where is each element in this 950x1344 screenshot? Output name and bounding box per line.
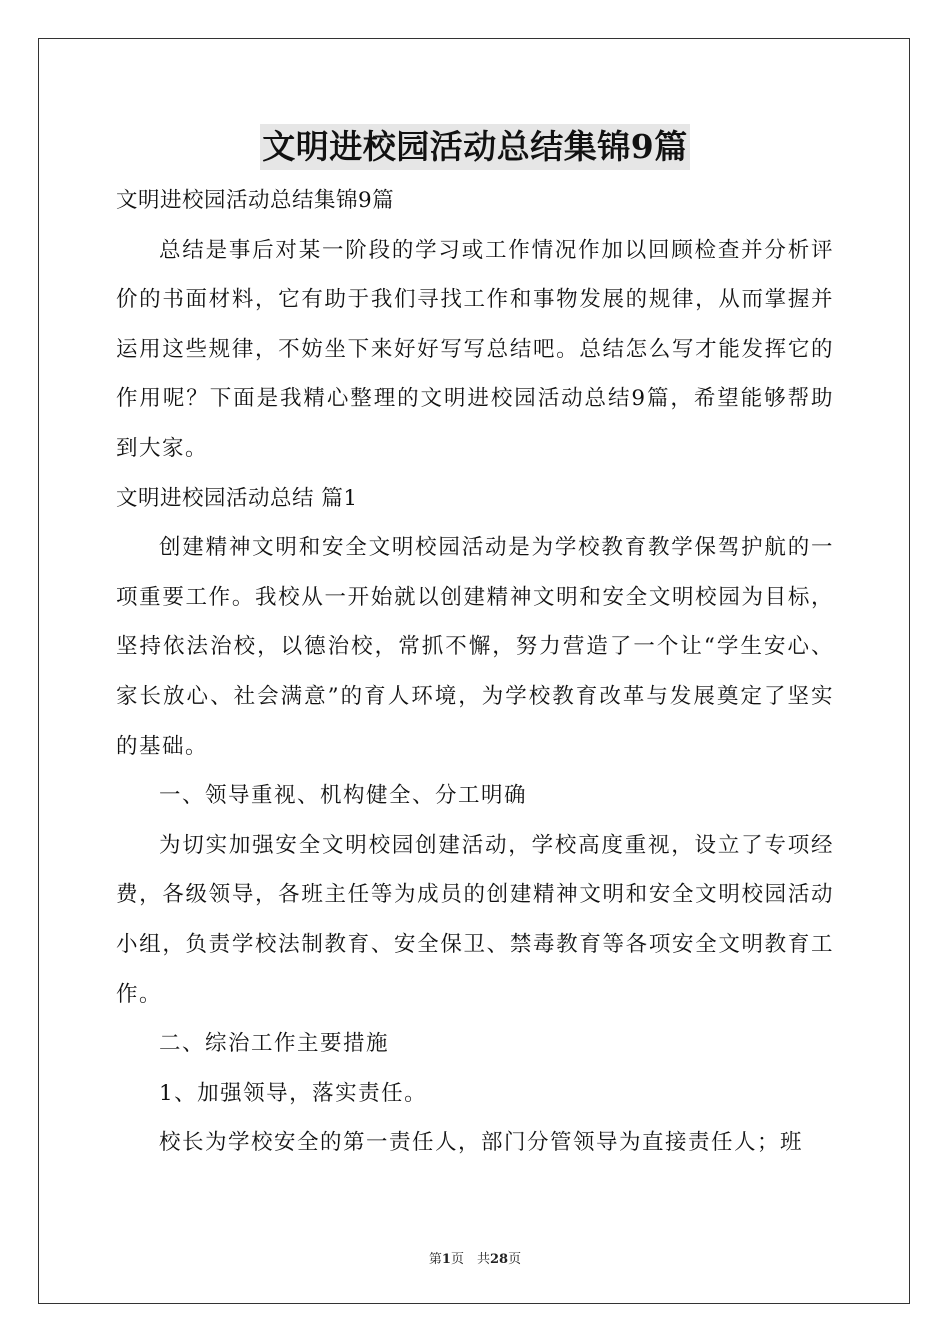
footer-page-mid: 页 共 — [450, 1252, 490, 1267]
title-area — [0, 124, 950, 170]
paragraph-subheading-2: 二、综治工作主要措施 — [159, 1031, 390, 1057]
footer-page-total: 28 — [489, 1252, 509, 1267]
paragraph-body: 创建精神文明和安全文明校园活动是为学校教育教学保驾护航的一项重要工作。我校从一开始就以创建精神文明和安全文明校园为目标，坚持依法治校，以德治校，常抓不懈，努力营造了一个让“学生安心、家长放心、社会满意”的育人环境，为学校教育改革与发展奠定了坚实的基础。 — [116, 535, 834, 759]
footer-page-suffix: 页 — [508, 1252, 522, 1267]
paragraph-body: 校长为学校安全的第一责任人，部门分管领导为直接责任人；班 — [159, 1130, 804, 1156]
footer-page-number: 1 — [441, 1252, 451, 1267]
paragraph-subtitle: 文明进校园活动总结集锦9篇 — [116, 188, 395, 213]
document-body — [116, 176, 834, 1168]
paragraph-intro: 总结是事后对某一阶段的学习或工作情况作加以回顾检查并分析评价的书面材料，它有助于我们寻找工作和事物发展的规律，从而掌握并运用这些规律，不妨坐下来好好写写总结吧。总结怎么写才能发挥它的作用呢？下面是我精心整理的文明进校园活动总结9篇，希望能够帮助到大家。 — [116, 237, 834, 461]
document-title: 文明进校园活动总结集锦9篇 — [260, 124, 689, 170]
paragraph-body: 为切实加强安全文明校园创建活动，学校高度重视，设立了专项经费，各级领导，各班主任等为成员的创建精神文明和安全文明校园活动小组，负责学校法制教育、安全保卫、禁毒教育等各项安全文明教育工作。 — [116, 832, 834, 1007]
paragraph-section-heading: 文明进校园活动总结 篇1 — [116, 485, 358, 511]
paragraph-subheading-1: 一、领导重视、机构健全、分工明确 — [159, 783, 528, 809]
paragraph-list-item: 1、加强领导，落实责任。 — [159, 1080, 428, 1106]
footer-page-prefix: 第 — [428, 1252, 442, 1267]
page-footer — [0, 1248, 950, 1267]
